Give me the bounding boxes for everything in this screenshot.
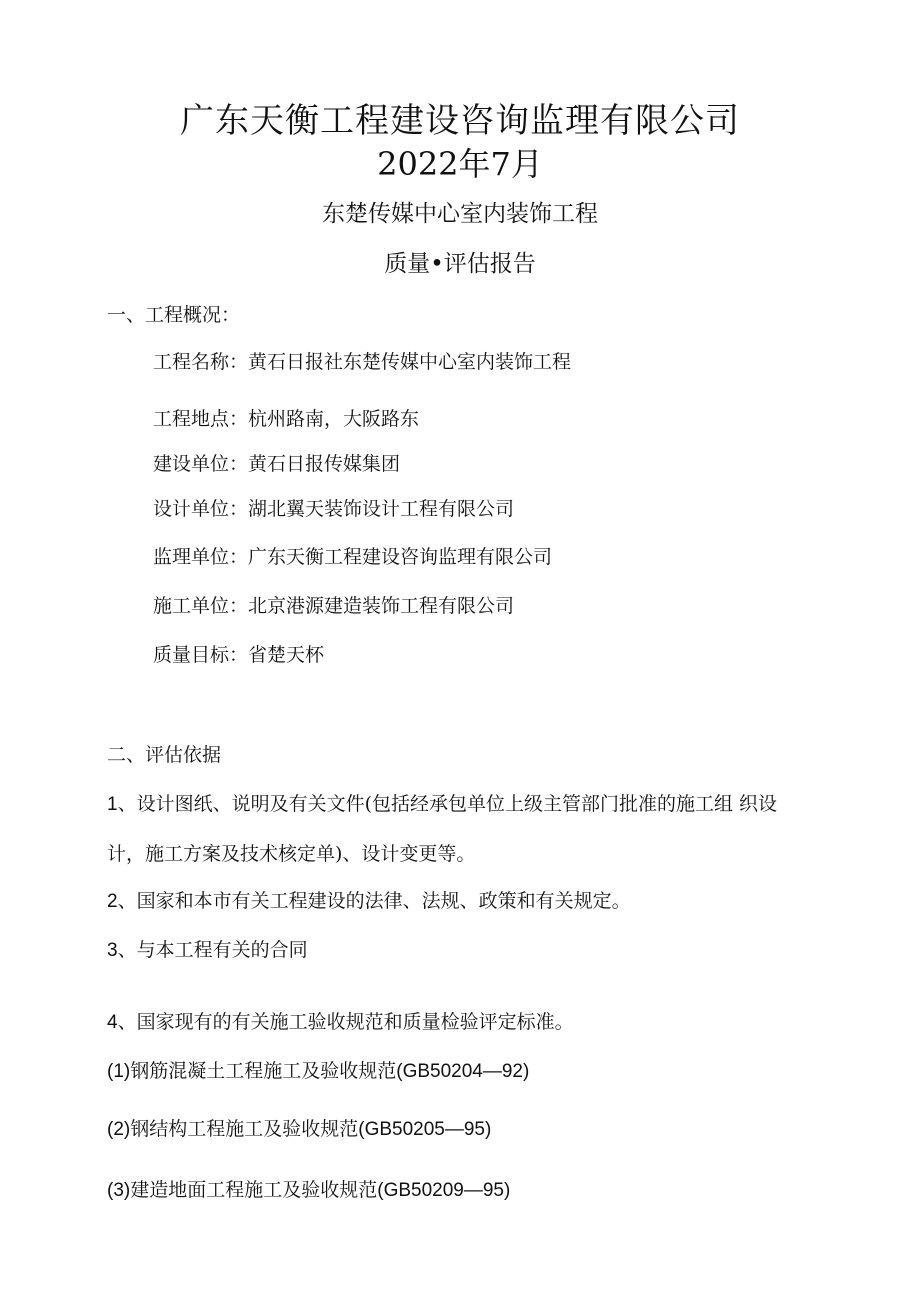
standard-title: 钢结构工程施工及验收规范 [130,1118,359,1140]
info-value: 省楚天杯 [248,644,325,666]
item-text: 、国家现有的有关施工验收规范和质量检验评定标准。 [117,1011,574,1033]
standard-code: (GB50204—92) [396,1061,530,1082]
info-value: 湖北翼天装饰设计工程有限公司 [248,498,515,520]
info-label: 施工单位： [153,595,249,617]
info-value: 广东天衡工程建设咨询监理有限公司 [248,546,553,568]
basis-item-1-line-2: 计，施工方案及技术核定单)、设计变更等。 [107,843,476,865]
info-label: 建设单位： [153,453,249,475]
info-label: 质量目标： [153,644,249,666]
standard-item-2 [107,1120,491,1139]
standard-item-3 [107,1181,510,1200]
basis-item-4 [107,1013,574,1032]
info-row-owner [153,455,400,474]
standard-title: 建造地面工程施工及验收规范 [130,1179,378,1201]
item-text: 、与本工程有关的合同 [117,939,308,961]
basis-item-1-line-1 [107,795,777,814]
standard-title: 钢筋混凝土工程施工及验收规范 [130,1060,397,1082]
info-value: 杭州路南，大阪路东 [248,408,420,430]
info-label: 设计单位： [153,498,249,520]
document-report-title: 质量•评估报告 [384,251,536,277]
info-value: 北京港源建造装饰工程有限公司 [248,595,515,617]
basis-item-3 [107,941,308,960]
info-row-project-location [153,410,419,429]
info-row-supervisor [153,548,552,567]
info-label: 工程地点： [153,408,249,430]
info-row-designer [153,500,514,519]
info-value: 黄石日报社东楚传媒中心室内装饰工程 [248,351,572,373]
info-label: 监理单位： [153,546,249,568]
info-row-contractor [153,597,514,616]
standard-code: (GB50209—95) [377,1180,511,1201]
standard-index: (2) [107,1119,131,1140]
item-text: 、设计图纸、说明及有关文件(包括经承包单位上级主管部门批准的施工组 织设 [117,793,778,815]
item-text: 、国家和本市有关工程建设的法律、法规、政策和有关规定。 [117,890,631,912]
basis-item-2 [107,892,631,911]
item-number: 3 [107,940,118,961]
standard-item-1 [107,1062,529,1081]
standard-code: (GB50205—95) [358,1119,492,1140]
item-number: 1 [107,794,118,815]
info-label: 工程名称： [153,351,249,373]
standard-index: (3) [107,1180,131,1201]
section-heading-overview: 一、工程概况： [107,304,241,326]
standard-index: (1) [107,1061,131,1082]
document-company-title: 广东天衡工程建设咨询监理有限公司 [180,101,740,141]
document-date: 2022年7月 [377,145,543,183]
info-row-quality-goal [153,646,324,665]
document-project-title: 东楚传媒中心室内装饰工程 [322,201,598,227]
info-row-project-name [153,353,571,372]
info-value: 黄石日报传媒集团 [248,453,401,475]
section-heading-basis: 二、评估依据 [107,744,222,766]
item-number: 4 [107,1012,118,1033]
item-number: 2 [107,891,118,912]
